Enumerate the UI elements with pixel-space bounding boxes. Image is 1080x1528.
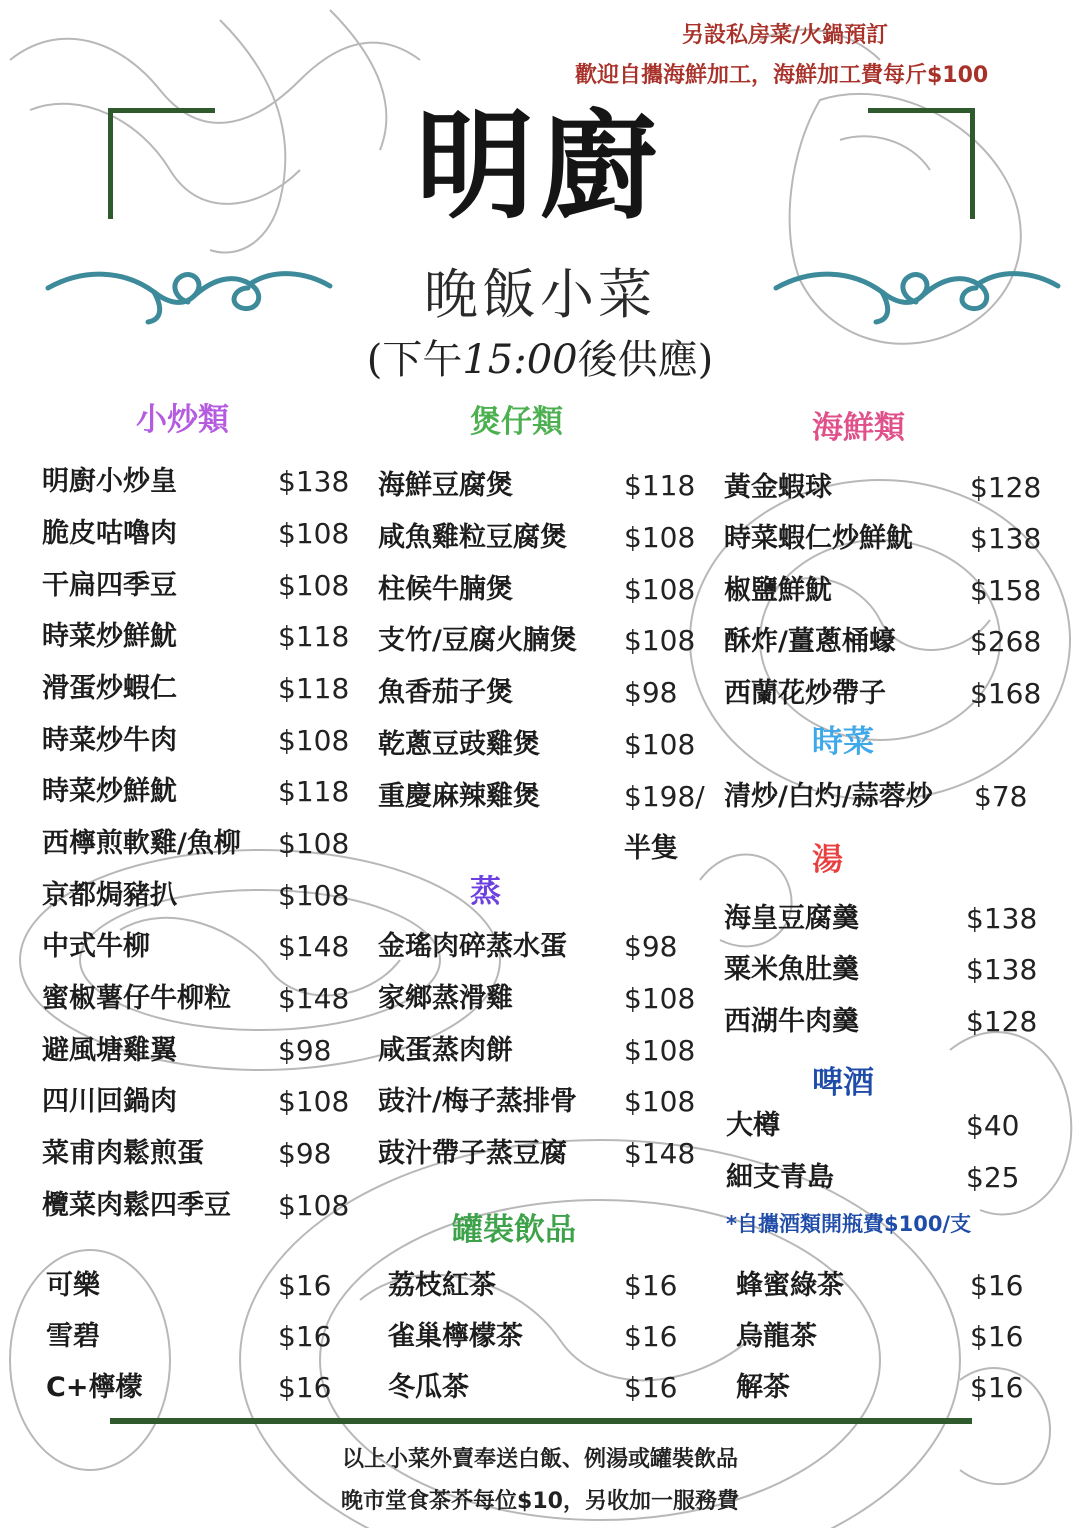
frame-corner-right — [868, 108, 975, 219]
category-clay-pot-title: 煲仔類 — [470, 404, 563, 440]
category-steam-title: 蒸 — [470, 874, 501, 910]
footer-divider — [110, 1418, 972, 1424]
category-vegetable-title: 時菜 — [812, 724, 874, 760]
category-beer-title: 啤酒 — [812, 1065, 874, 1101]
takeaway-note: 以上小菜外賣奉送白飯、例湯或罐裝飲品 — [341, 1447, 738, 1472]
frame-corner-left — [108, 108, 215, 219]
seafood-processing-notice: 歡迎自攜海鮮加工，海鮮加工費每斤$100 — [575, 63, 989, 88]
category-soup-title: 湯 — [812, 842, 843, 878]
serving-hours: (下午15:00後供應) — [366, 337, 714, 383]
menu-subtitle: 晚飯小菜 — [424, 263, 656, 326]
swirl-ornament-left — [44, 258, 334, 328]
category-stir-fry-title: 小炒類 — [136, 402, 229, 438]
dine-in-charge-note: 晚市堂食茶芥每位$10，另收加一服務費 — [341, 1489, 739, 1514]
category-canned-drinks-title: 罐裝飲品 — [452, 1212, 576, 1248]
swirl-ornament-right — [772, 258, 1062, 328]
category-seafood-title: 海鮮類 — [812, 410, 905, 446]
restaurant-name: 明廚 — [415, 97, 664, 235]
corkage-note: *自攜酒類開瓶費$100/支 — [726, 1212, 972, 1236]
private-dining-notice: 另設私房菜/火鍋預訂 — [682, 23, 889, 48]
